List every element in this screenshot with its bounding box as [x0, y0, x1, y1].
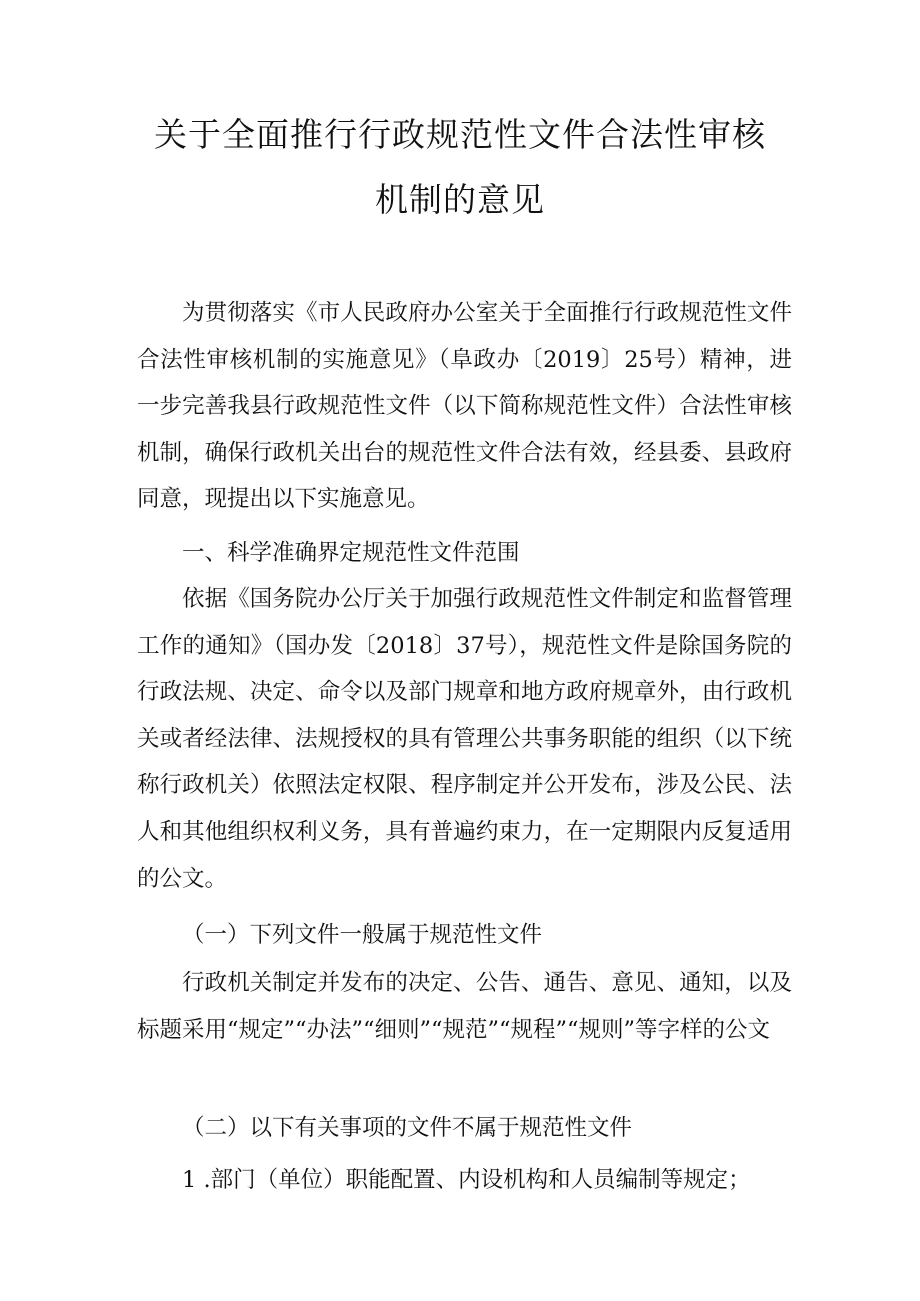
section-heading-1: 一、科学准确界定规范性文件范围 [182, 540, 520, 566]
document-title-line1: 关于全面推行行政规范性文件合法性审核 [154, 115, 766, 154]
document-title-line2: 机制的意见 [375, 180, 545, 219]
subheading-2: （二）以下有关事项的文件不属于规范性文件 [182, 1115, 633, 1141]
subsection-1-paragraph: 行政机关制定并发布的决定、公告、通告、意见、通知，以及标题采用“规定”“办法”“细则”“规范”“规程”“规则”等字样的公文 [137, 970, 792, 1043]
list-item-1: 1 .部门（单位）职能配置、内设机构和人员编制等规定； [182, 1167, 751, 1193]
definition-paragraph: 依据《国务院办公厅关于加强行政规范性文件制定和监督管理工作的通知》（国办发〔2018〕37号），规范性文件是除国务院的行政法规、决定、命令以及部门规章和地方政府规章外，由行政机关或者经法律、法规授权的具有管理公共事务职能的组织（以下统称行政机关）依照法定权限、程序制定并公开发布，涉及公民、法人和其他组织权利义务，具有普遍约束力，在一定期限内反复适用的公文。 [137, 586, 792, 892]
intro-paragraph: 为贯彻落实《市人民政府办公室关于全面推行行政规范性文件合法性审核机制的实施意见》（阜政办〔2019〕25号）精神，进一步完善我县行政规范性文件（以下简称规范性文件）合法性审核机制，确保行政机关出台的规范性文件合法有效，经县委、县政府同意，现提出以下实施意见。 [137, 300, 792, 513]
subheading-1: （一）下列文件一般属于规范性文件 [182, 922, 543, 948]
